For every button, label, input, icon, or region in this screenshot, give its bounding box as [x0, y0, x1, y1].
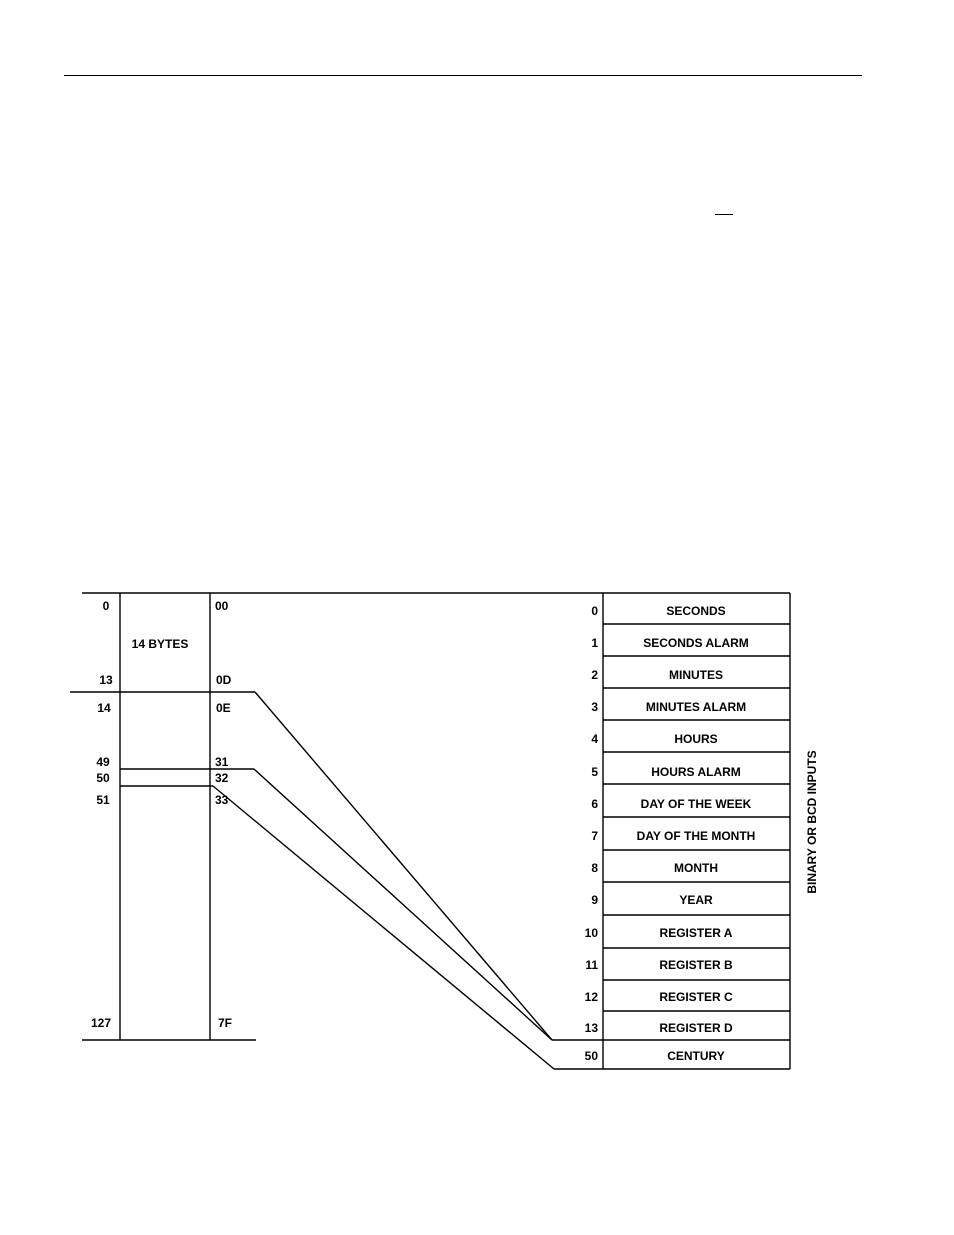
register-index: 50 [584, 1049, 598, 1063]
connector-33 [213, 786, 554, 1069]
register-name: SECONDS [666, 604, 726, 618]
register-name: MINUTES [669, 668, 723, 682]
connector-32 [254, 769, 552, 1040]
register-name: MINUTES ALARM [645, 700, 747, 714]
connector-0e [255, 692, 552, 1040]
register-name: CENTURY [667, 1049, 725, 1063]
dec-address: 51 [96, 793, 110, 807]
block-label: 14 BYTES [131, 637, 189, 651]
dec-address: 127 [90, 1016, 112, 1030]
register-index: 6 [591, 797, 598, 811]
register-index: 1 [591, 636, 598, 650]
register-name: DAY OF THE MONTH [636, 829, 756, 843]
hex-address: 31 [215, 755, 229, 769]
register-name: REGISTER B [659, 958, 733, 972]
register-index: 3 [591, 700, 598, 714]
register-index: 5 [591, 765, 598, 779]
hex-address: 0E [216, 701, 231, 715]
dec-address: 14 [97, 701, 111, 715]
register-index: 9 [591, 893, 598, 907]
dec-address: 49 [96, 755, 110, 769]
register-index: 2 [591, 668, 598, 682]
register-index: 10 [584, 926, 598, 940]
register-index: 4 [591, 732, 598, 746]
register-name: HOURS [674, 732, 718, 746]
register-index: 0 [591, 604, 598, 618]
register-index: 8 [591, 861, 598, 875]
hex-address: 00 [215, 599, 229, 613]
expansion-lines [213, 692, 603, 1069]
register-name: SECONDS ALARM [643, 636, 749, 650]
hex-address: 0D [216, 673, 232, 687]
side-label: BINARY OR BCD INPUTS [805, 750, 819, 894]
register-index: 12 [584, 990, 598, 1004]
hex-address: 32 [215, 771, 229, 785]
register-name: YEAR [679, 893, 713, 907]
register-name: HOURS ALARM [651, 765, 741, 779]
dec-address: 13 [99, 673, 113, 687]
register-name: REGISTER A [659, 926, 733, 940]
register-name: MONTH [674, 861, 718, 875]
register-index: 7 [591, 829, 598, 843]
dec-address: 50 [96, 771, 110, 785]
register-name: REGISTER D [659, 1021, 733, 1035]
register-index: 11 [585, 958, 598, 972]
register-name: DAY OF THE WEEK [640, 797, 752, 811]
dec-address: 0 [102, 599, 110, 613]
hex-address: 7F [218, 1016, 233, 1030]
hex-address: 33 [215, 793, 229, 807]
register-name: REGISTER C [659, 990, 733, 1004]
register-index: 13 [584, 1021, 598, 1035]
register-table [585, 593, 790, 1069]
